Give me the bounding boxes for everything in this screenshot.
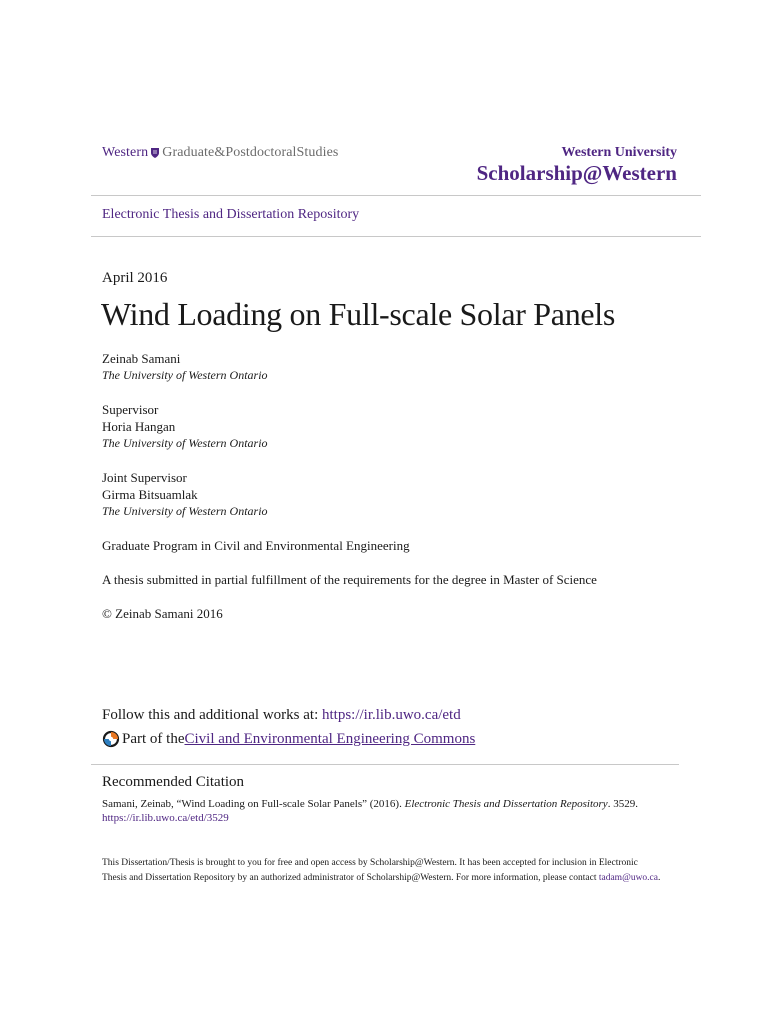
publication-date: April 2016 [102,270,168,286]
western-wordmark: Western [102,145,149,160]
part-of-text: Part of the [122,730,185,747]
part-of-line [102,730,475,748]
repository-link[interactable]: Electronic Thesis and Dissertation Repository [102,207,360,222]
citation-url-link[interactable]: https://ir.lib.uwo.ca/etd/3529 [102,812,229,824]
etd-collection-link[interactable]: https://ir.lib.uwo.ca/etd [321,707,461,723]
recommended-citation-heading: Recommended Citation [102,774,245,790]
access-notice-text: This Dissertation/Thesis is brought to you for free and open access by Scholarship@Western. It has been accepted for inclusion in Electronic Thesis and Dissertation Repository by an authorized administrator of Scholarship@Western. For more information, please contact [102,858,638,883]
follow-line [102,707,461,724]
citation-repository: Electronic Thesis and Dissertation Repository [404,798,608,810]
joint-supervisor-name: Girma Bitsuamlak [102,487,198,502]
supervisor-role: Supervisor [102,402,159,417]
recommended-citation [102,797,702,825]
thesis-title: Wind Loading on Full-scale Solar Panels [101,296,616,332]
access-notice [102,856,662,886]
contact-email-link[interactable]: tadam@uwo.ca [598,873,658,883]
repository-divider [91,236,701,237]
author-name: Zeinab Samani [102,351,181,366]
graduate-studies-logo[interactable] [102,145,338,161]
citation-number: . 3529. [607,798,638,810]
citation-divider [91,764,679,765]
university-name: Western University [561,145,677,160]
author-affiliation: The University of Western Ontario [102,368,268,382]
graduate-studies-wordmark: Graduate&PostdoctoralStudies [162,145,339,160]
follow-text: Follow this and additional works at: [102,707,322,723]
author-block [102,350,268,384]
supervisor-affiliation: The University of Western Ontario [102,436,268,450]
western-crest-icon [150,147,160,159]
site-name: Scholarship@Western [476,161,677,185]
joint-supervisor-affiliation: The University of Western Ontario [102,504,268,518]
scholarship-western-logo[interactable] [477,145,677,185]
network-commons-icon [102,730,120,748]
graduate-program: Graduate Program in Civil and Environmental Engineering [102,538,410,553]
supervisor-block [102,401,268,452]
header-divider [91,195,701,196]
citation-text: Samani, Zeinab, “Wind Loading on Full-scale Solar Panels” (2016). [102,798,405,810]
commons-link[interactable]: Civil and Environmental Engineering Commons [184,730,476,747]
joint-supervisor-block [102,469,268,520]
thesis-statement: A thesis submitted in partial fulfillment of the requirements for the degree in Master of Science [102,572,597,587]
copyright-notice: © Zeinab Samani 2016 [102,606,223,621]
access-notice-end: . [658,873,661,883]
supervisor-name: Horia Hangan [102,419,176,434]
joint-supervisor-role: Joint Supervisor [102,470,187,485]
